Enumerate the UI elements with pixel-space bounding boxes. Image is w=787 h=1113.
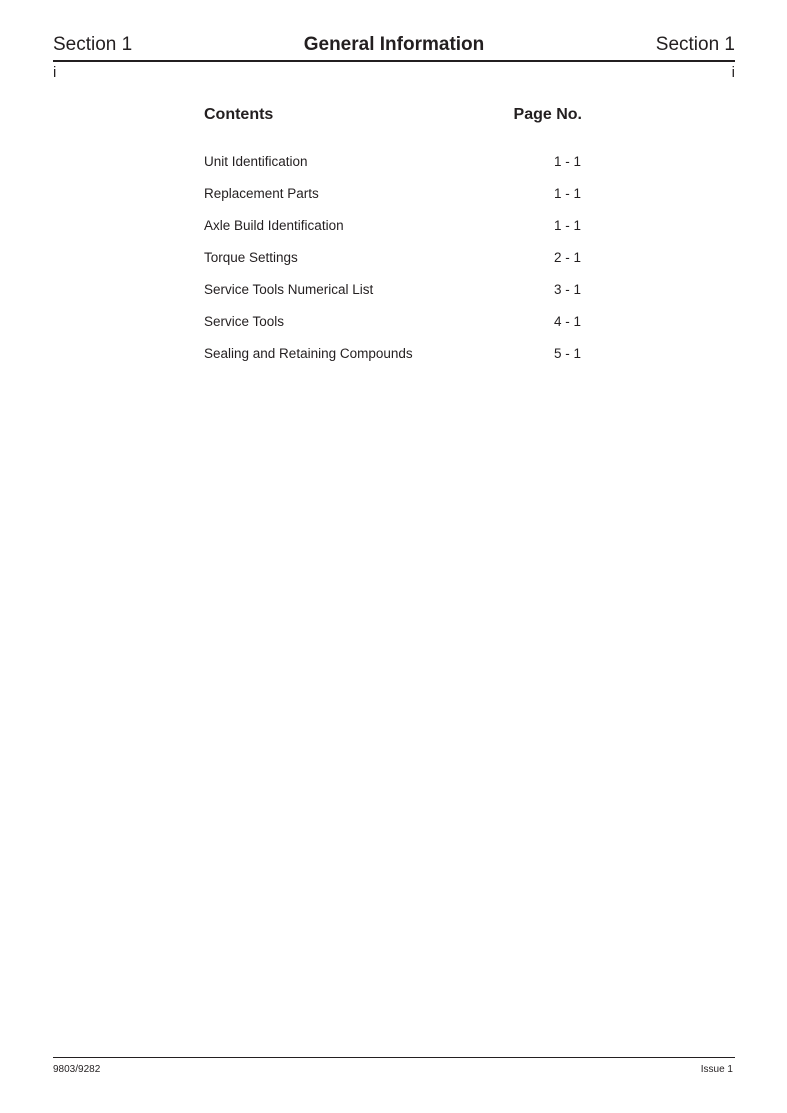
page-header xyxy=(53,32,735,62)
toc-entry-page: 1 - 1 xyxy=(553,186,581,201)
contents-title: Contents xyxy=(204,106,274,123)
toc-entry-page: 2 - 1 xyxy=(553,250,581,265)
toc-entry-page: 3 - 1 xyxy=(553,282,581,297)
toc-entry-page: 1 - 1 xyxy=(553,154,581,169)
issue-number: Issue 1 xyxy=(700,1064,733,1075)
page-footer xyxy=(53,1057,735,1078)
toc-entry-label: Service Tools Numerical List xyxy=(204,282,374,297)
toc-entry-label: Replacement Parts xyxy=(204,186,319,201)
contents-table xyxy=(204,104,582,361)
document-number: 9803/9282 xyxy=(53,1064,101,1075)
toc-entry-label: Axle Build Identification xyxy=(204,218,344,233)
header-section-left: Section 1 xyxy=(53,34,133,55)
page-marker-left: i xyxy=(53,64,57,81)
toc-entry-label: Service Tools xyxy=(204,314,285,329)
toc-entry[interactable] xyxy=(204,344,582,376)
toc-entry-page: 4 - 1 xyxy=(553,314,581,329)
toc-entry-page: 1 - 1 xyxy=(553,218,581,233)
toc-entry-page: 5 - 1 xyxy=(553,346,581,361)
toc-entry-label: Torque Settings xyxy=(204,250,298,265)
contents-header xyxy=(204,104,582,126)
toc-entry[interactable] xyxy=(204,152,582,184)
toc-entry[interactable] xyxy=(204,312,582,344)
page-marker-right: i xyxy=(731,64,735,81)
toc-entry[interactable] xyxy=(204,184,582,216)
toc-entry[interactable] xyxy=(204,216,582,248)
toc-entry[interactable] xyxy=(204,248,582,280)
header-title: General Information xyxy=(303,34,485,55)
toc-entry-label: Sealing and Retaining Compounds xyxy=(204,346,413,361)
toc-entry[interactable] xyxy=(204,280,582,312)
page-number-heading: Page No. xyxy=(513,106,582,123)
toc-list xyxy=(204,152,582,376)
toc-entry-label: Unit Identification xyxy=(204,154,308,169)
header-section-right: Section 1 xyxy=(655,34,735,55)
